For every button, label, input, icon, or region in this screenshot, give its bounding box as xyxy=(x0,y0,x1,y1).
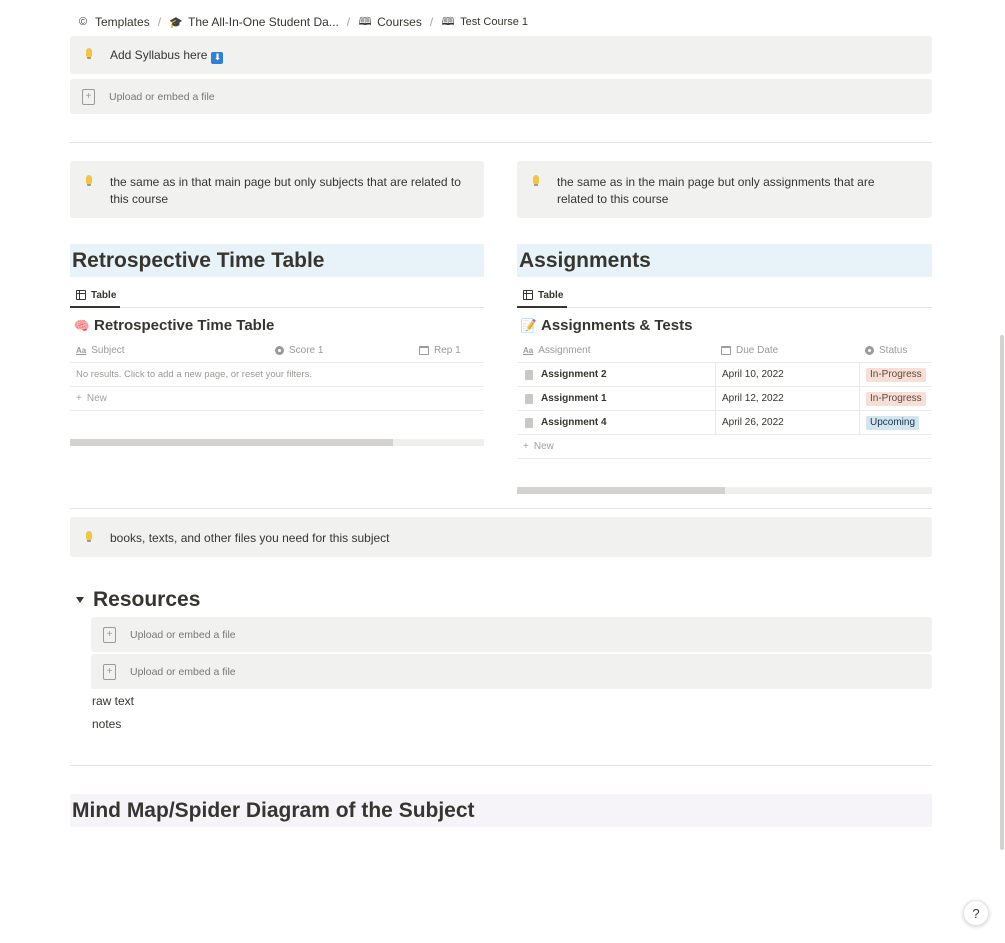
assignments-database-title[interactable] xyxy=(521,317,692,334)
status-cell[interactable] xyxy=(859,363,932,386)
divider xyxy=(70,765,932,766)
callout-text: books, texts, and other files you need for this subject xyxy=(110,531,390,545)
triangle-down-icon[interactable] xyxy=(76,597,84,603)
add-new-row[interactable]: + New xyxy=(70,387,484,411)
column-header-rep-1[interactable]: Rep 1 xyxy=(419,339,461,362)
page-scrollbar[interactable] xyxy=(1000,335,1004,850)
upload-label: Upload or embed a file xyxy=(130,628,236,641)
due-date-cell[interactable]: April 10, 2022 xyxy=(715,363,859,386)
resources-note-callout[interactable] xyxy=(70,517,932,557)
file-upload-icon xyxy=(82,89,95,105)
breadcrumb-label: The All-In-One Student Da... xyxy=(188,15,339,29)
text-block[interactable]: raw text xyxy=(92,694,135,708)
table-row[interactable] xyxy=(517,363,932,387)
formula-property-icon xyxy=(275,346,284,355)
horizontal-scrollbar[interactable] xyxy=(70,439,484,446)
arrow-down-icon: ⬇ xyxy=(211,52,223,64)
due-date-cell[interactable]: April 26, 2022 xyxy=(715,411,859,434)
status-badge: In-Progress xyxy=(866,368,926,382)
upload-label: Upload or embed a file xyxy=(109,90,215,103)
tab-label: Table xyxy=(91,289,117,301)
book-icon: 🕮 xyxy=(358,15,372,28)
file-upload-icon xyxy=(103,664,116,680)
notepad-icon: 📝 xyxy=(520,317,538,333)
breadcrumb-separator: / xyxy=(346,15,351,29)
column-header-subject[interactable]: Aa Subject xyxy=(76,345,125,356)
upload-file-block[interactable] xyxy=(91,654,932,689)
tab-label: Table xyxy=(538,289,564,301)
assignments-note-callout[interactable] xyxy=(517,161,932,218)
copyright-icon: © xyxy=(78,16,88,28)
lightbulb-icon xyxy=(529,175,543,184)
page-icon xyxy=(525,394,533,404)
brain-icon: 🧠 xyxy=(73,317,91,333)
divider xyxy=(70,508,932,509)
status-badge: Upcoming xyxy=(866,416,919,430)
empty-state-text: No results. Click to add a new page, or reset your filters. xyxy=(76,369,313,380)
breadcrumb-separator: / xyxy=(157,15,162,29)
due-date-cell[interactable]: April 12, 2022 xyxy=(715,387,859,410)
divider xyxy=(70,142,932,143)
file-upload-icon xyxy=(103,627,116,643)
text-block[interactable]: notes xyxy=(92,717,122,731)
book-icon: 🕮 xyxy=(441,15,455,28)
breadcrumb-label: Test Course 1 xyxy=(460,16,529,28)
lightbulb-icon xyxy=(82,48,96,57)
text-property-icon: Aa xyxy=(523,346,534,355)
tab-table[interactable] xyxy=(517,284,567,308)
assignment-name-cell[interactable]: Assignment 4 xyxy=(525,411,607,434)
scrollbar-thumb[interactable] xyxy=(517,487,725,494)
table-header-row xyxy=(517,339,932,363)
breadcrumb xyxy=(76,12,528,32)
upload-label: Upload or embed a file xyxy=(130,665,236,678)
table-icon xyxy=(76,290,86,300)
callout-text: the same as in that main page but only subjects that are related to this course xyxy=(110,175,461,206)
upload-file-block[interactable] xyxy=(91,617,932,652)
column-header-assignment[interactable]: Aa Assignment xyxy=(523,345,591,356)
breadcrumb-item-courses[interactable] xyxy=(358,15,422,29)
retrospective-view-tabs xyxy=(70,284,484,308)
text-property-icon: Aa xyxy=(76,346,87,355)
graduation-cap-icon: 🎓 xyxy=(169,16,183,29)
breadcrumb-item-templates[interactable] xyxy=(76,15,150,29)
calendar-icon xyxy=(721,346,731,355)
status-badge: In-Progress xyxy=(866,392,926,406)
breadcrumb-item-student-dashboard[interactable] xyxy=(169,15,339,29)
breadcrumb-label: Templates xyxy=(95,15,150,29)
scrollbar-thumb[interactable] xyxy=(70,439,393,446)
retrospective-heading: Retrospective Time Table xyxy=(70,244,484,277)
column-header-due-date[interactable]: Due Date xyxy=(721,339,778,362)
breadcrumb-label: Courses xyxy=(377,15,422,29)
help-button[interactable]: ? xyxy=(963,900,989,926)
plus-icon: + xyxy=(76,393,82,404)
column-header-status[interactable]: Status xyxy=(865,339,907,362)
database-title-text: Assignments & Tests xyxy=(541,317,693,334)
breadcrumb-item-test-course[interactable] xyxy=(441,15,528,29)
callout-text: the same as in the main page but only assignments that are related to this course xyxy=(557,175,875,206)
callout-text: Add Syllabus here ⬇ xyxy=(110,47,223,64)
table-row[interactable] xyxy=(517,411,932,435)
upload-file-block[interactable] xyxy=(70,79,932,114)
resources-heading: Resources xyxy=(93,588,201,611)
add-new-row[interactable]: + New xyxy=(517,435,932,459)
table-icon xyxy=(523,290,533,300)
assignments-heading: Assignments xyxy=(517,244,932,277)
page-icon xyxy=(525,418,533,428)
plus-icon: + xyxy=(523,441,529,452)
assignments-view-tabs xyxy=(517,284,932,308)
assignment-name-cell[interactable]: Assignment 2 xyxy=(525,363,607,386)
resources-toggle[interactable] xyxy=(76,588,200,612)
database-title-text: Retrospective Time Table xyxy=(94,317,275,334)
horizontal-scrollbar[interactable] xyxy=(517,487,932,494)
table-row[interactable] xyxy=(517,387,932,411)
breadcrumb-separator: / xyxy=(429,15,434,29)
syllabus-callout[interactable] xyxy=(70,36,932,74)
status-property-icon xyxy=(865,346,874,355)
column-header-score-1[interactable]: Score 1 xyxy=(275,339,323,362)
lightbulb-icon xyxy=(82,175,96,184)
page-icon xyxy=(525,370,533,380)
empty-state-row[interactable] xyxy=(70,363,484,387)
lightbulb-icon xyxy=(82,531,96,540)
table-header-row xyxy=(70,339,484,363)
mindmap-heading: Mind Map/Spider Diagram of the Subject xyxy=(70,794,932,827)
status-cell[interactable] xyxy=(859,387,932,410)
subjects-note-callout[interactable] xyxy=(70,161,484,218)
calendar-icon xyxy=(419,346,429,355)
tab-table[interactable] xyxy=(70,284,120,308)
status-cell[interactable] xyxy=(859,411,932,434)
retrospective-database-title[interactable] xyxy=(74,317,274,334)
assignment-name-cell[interactable]: Assignment 1 xyxy=(525,387,607,410)
